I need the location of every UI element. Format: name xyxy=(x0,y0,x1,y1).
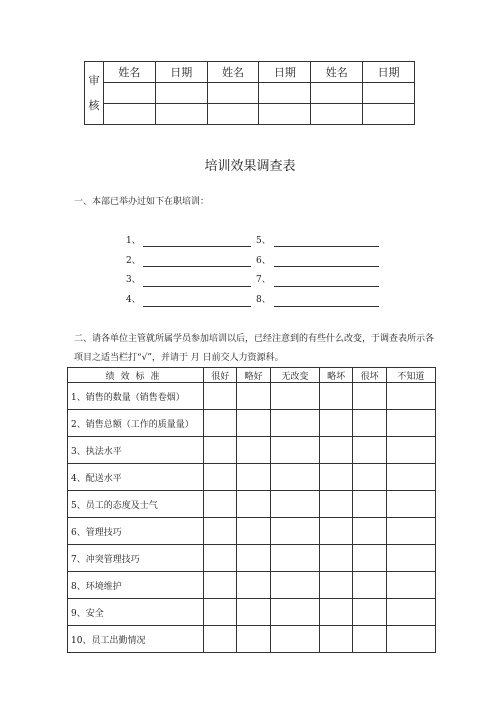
rating-cell[interactable] xyxy=(237,491,270,518)
table-row xyxy=(68,572,436,599)
rating-cell[interactable] xyxy=(353,383,386,410)
blank-line[interactable] xyxy=(143,306,251,307)
rating-cell[interactable] xyxy=(237,437,270,464)
rating-cell[interactable] xyxy=(353,410,386,437)
criteria-label: 2、销售总额（工作的质量量） xyxy=(68,410,204,437)
rating-cell[interactable] xyxy=(270,545,319,572)
rating-cell[interactable] xyxy=(353,518,386,545)
review-side-char: 核 xyxy=(88,99,100,112)
rating-cell[interactable] xyxy=(270,518,319,545)
rating-cell[interactable] xyxy=(386,518,435,545)
review-cell[interactable] xyxy=(207,83,259,104)
table-row xyxy=(68,437,436,464)
table-row xyxy=(68,410,436,437)
rating-header: 不知道 xyxy=(386,368,435,383)
rating-cell[interactable] xyxy=(237,518,270,545)
review-cell[interactable] xyxy=(155,83,207,104)
rating-header: 略好 xyxy=(237,368,270,383)
rating-cell[interactable] xyxy=(319,545,352,572)
rating-cell[interactable] xyxy=(204,464,237,491)
blank-item: 2、 xyxy=(126,256,141,266)
rating-cell[interactable] xyxy=(386,383,435,410)
rating-cell[interactable] xyxy=(204,491,237,518)
review-cell[interactable] xyxy=(259,83,311,104)
rating-cell[interactable] xyxy=(237,383,270,410)
criteria-label: 5、员工的态度及士气 xyxy=(68,491,204,518)
rating-cell[interactable] xyxy=(270,410,319,437)
criteria-label: 3、执法水平 xyxy=(68,437,204,464)
rating-cell[interactable] xyxy=(270,572,319,599)
blank-line[interactable] xyxy=(274,266,379,267)
rating-cell[interactable] xyxy=(204,572,237,599)
review-cell[interactable] xyxy=(104,104,156,125)
section1-text: 一、本部已举办过如下在职培训： xyxy=(74,197,210,207)
section2-line1: 二、请各单位主管就所属学员参加培训以后，已经注意到的有些什么改变，于调查表所示各 xyxy=(74,334,435,344)
rating-cell[interactable] xyxy=(386,599,435,626)
review-header-name: 姓名 xyxy=(207,62,259,83)
table-row xyxy=(68,491,436,518)
rating-cell[interactable] xyxy=(319,491,352,518)
rating-cell[interactable] xyxy=(237,464,270,491)
rating-cell[interactable] xyxy=(270,491,319,518)
blank-line[interactable] xyxy=(143,286,251,287)
rating-cell[interactable] xyxy=(319,437,352,464)
table-row xyxy=(68,518,436,545)
rating-cell[interactable] xyxy=(353,545,386,572)
criteria-label: 4、配送水平 xyxy=(68,464,204,491)
review-cell[interactable] xyxy=(363,104,415,125)
rating-cell[interactable] xyxy=(319,626,352,653)
rating-cell[interactable] xyxy=(386,464,435,491)
rating-cell[interactable] xyxy=(386,545,435,572)
table-row xyxy=(68,464,436,491)
rating-cell[interactable] xyxy=(386,626,435,653)
criteria-label: 8、环境维护 xyxy=(68,572,204,599)
review-cell[interactable] xyxy=(155,104,207,125)
review-side-label xyxy=(85,62,104,125)
survey-table xyxy=(67,367,436,653)
review-cell[interactable] xyxy=(259,104,311,125)
review-header-date: 日期 xyxy=(155,62,207,83)
review-side-char: 审 xyxy=(88,74,100,87)
blank-item: 7、 xyxy=(256,275,271,285)
rating-cell[interactable] xyxy=(353,437,386,464)
criteria-label: 9、安全 xyxy=(68,599,204,626)
review-header-date: 日期 xyxy=(363,62,415,83)
review-cell[interactable] xyxy=(104,83,156,104)
rating-cell[interactable] xyxy=(386,410,435,437)
rating-cell[interactable] xyxy=(270,383,319,410)
review-header-name: 姓名 xyxy=(311,62,363,83)
rating-cell[interactable] xyxy=(270,437,319,464)
rating-cell[interactable] xyxy=(237,626,270,653)
rating-cell[interactable] xyxy=(319,464,352,491)
rating-cell[interactable] xyxy=(270,464,319,491)
rating-header: 很坏 xyxy=(353,368,386,383)
rating-cell[interactable] xyxy=(204,545,237,572)
review-cell[interactable] xyxy=(311,104,363,125)
criteria-label: 7、冲突管理技巧 xyxy=(68,545,204,572)
rating-cell[interactable] xyxy=(353,572,386,599)
blank-item: 8、 xyxy=(256,295,271,305)
review-header-name: 姓名 xyxy=(104,62,156,83)
table-row xyxy=(68,599,436,626)
rating-cell[interactable] xyxy=(237,572,270,599)
rating-cell[interactable] xyxy=(237,599,270,626)
rating-cell[interactable] xyxy=(237,410,270,437)
rating-cell[interactable] xyxy=(204,410,237,437)
rating-cell[interactable] xyxy=(319,572,352,599)
rating-cell[interactable] xyxy=(204,383,237,410)
blank-item: 4、 xyxy=(126,295,141,305)
rating-cell[interactable] xyxy=(270,599,319,626)
rating-cell[interactable] xyxy=(204,437,237,464)
blank-item: 3、 xyxy=(126,275,141,285)
blank-line[interactable] xyxy=(274,286,379,287)
rating-cell[interactable] xyxy=(319,518,352,545)
criteria-header: 绩效标准 xyxy=(68,368,204,383)
rating-cell[interactable] xyxy=(319,599,352,626)
rating-cell[interactable] xyxy=(204,518,237,545)
table-row xyxy=(68,545,436,572)
rating-cell[interactable] xyxy=(386,437,435,464)
criteria-label: 10、员工出勤情况 xyxy=(68,626,204,653)
criteria-label: 1、销售的数量（销售卷烟） xyxy=(68,383,204,410)
table-row xyxy=(68,626,436,653)
blank-item: 5、 xyxy=(256,236,271,246)
rating-cell[interactable] xyxy=(353,464,386,491)
rating-cell[interactable] xyxy=(204,599,237,626)
blank-line[interactable] xyxy=(274,246,379,247)
rating-cell[interactable] xyxy=(237,545,270,572)
rating-cell[interactable] xyxy=(386,572,435,599)
blank-line[interactable] xyxy=(274,306,379,307)
page-title: 培训效果调查表 xyxy=(204,159,296,174)
table-row xyxy=(68,383,436,410)
blank-line[interactable] xyxy=(143,246,251,247)
rating-cell[interactable] xyxy=(319,383,352,410)
review-table xyxy=(84,61,415,125)
rating-header: 无改变 xyxy=(270,368,319,383)
rating-cell[interactable] xyxy=(270,626,319,653)
rating-cell[interactable] xyxy=(319,410,352,437)
rating-cell[interactable] xyxy=(353,491,386,518)
blank-item: 6、 xyxy=(256,256,271,266)
criteria-label: 6、管理技巧 xyxy=(68,518,204,545)
rating-header: 略坏 xyxy=(319,368,352,383)
rating-cell[interactable] xyxy=(353,599,386,626)
blank-item: 1、 xyxy=(126,236,141,246)
review-cell[interactable] xyxy=(311,83,363,104)
rating-cell[interactable] xyxy=(353,626,386,653)
rating-header: 很好 xyxy=(204,368,237,383)
blank-line[interactable] xyxy=(143,266,251,267)
review-cell[interactable] xyxy=(363,83,415,104)
section2-line2: 项目之适当栏打“√”，并请于 月 日前交人力资源科。 xyxy=(74,353,284,363)
review-cell[interactable] xyxy=(207,104,259,125)
rating-cell[interactable] xyxy=(386,491,435,518)
rating-cell[interactable] xyxy=(204,626,237,653)
review-header-date: 日期 xyxy=(259,62,311,83)
